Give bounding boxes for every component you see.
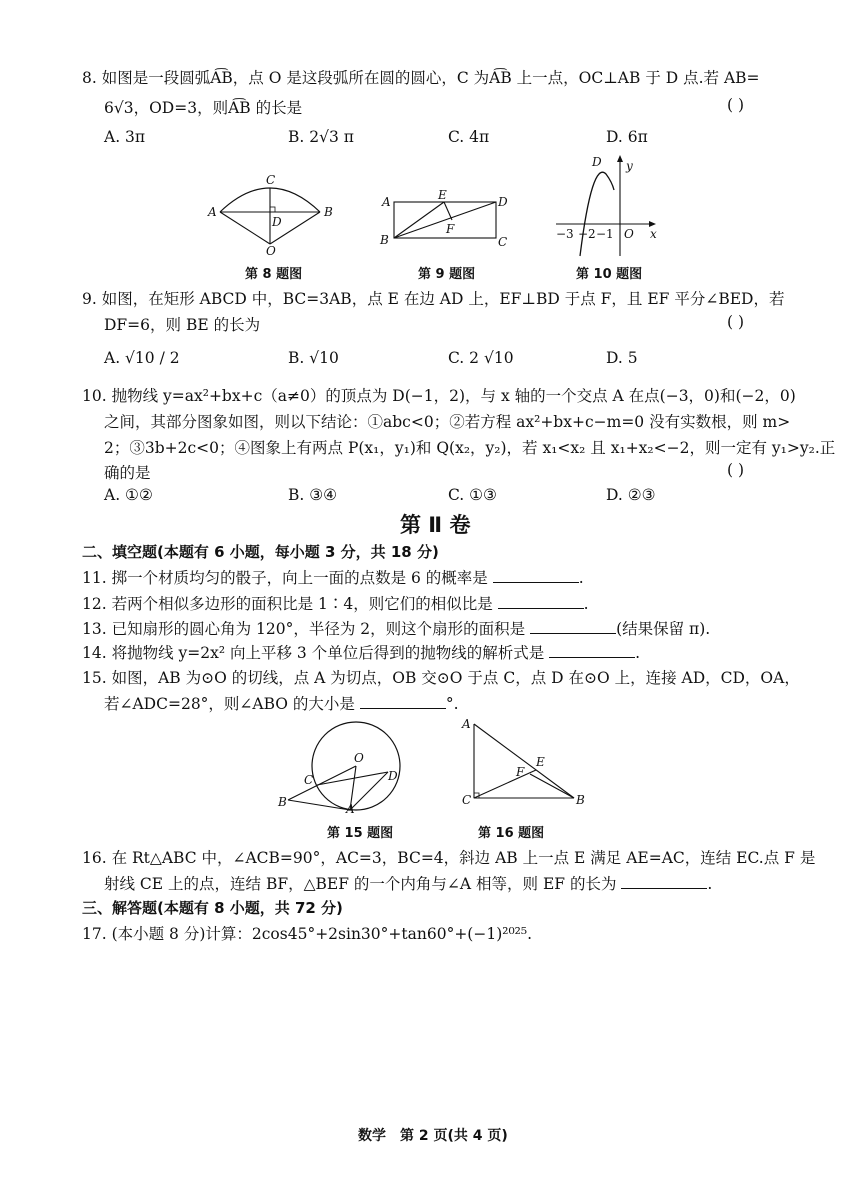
- fig16-caption: 第 16 题图: [478, 826, 545, 841]
- section-2-heading: 二、填空题(本题有 6 小题，每小题 3 分，共 18 分): [82, 543, 439, 561]
- fig8-label-a: A: [208, 205, 217, 219]
- figure-10: [548, 152, 668, 260]
- q11-text-end: .: [578, 569, 584, 587]
- q8-option-c: C. 4π: [448, 128, 490, 146]
- fig16-label-b: B: [576, 793, 585, 807]
- q12-text: 12. 若两个相似多边形的面积比是 1∶4，则它们的相似比是: [82, 595, 493, 613]
- q11-answer-blank[interactable]: [493, 568, 579, 583]
- fig10-label-d: D: [592, 155, 602, 169]
- fig10-label-neg3: −3: [556, 227, 574, 241]
- q16-answer-blank[interactable]: [621, 874, 707, 889]
- fig9-label-c: C: [498, 235, 508, 249]
- figure-15: [276, 714, 416, 818]
- q9-line1: 9. 如图，在矩形 ABCD 中，BC=3AB，点 E 在边 AD 上，EF⊥BD 于点 F，且 EF 平分∠BED，若: [82, 290, 785, 308]
- q9-option-c: C. 2 √10: [448, 349, 514, 367]
- figure-16: [458, 714, 598, 818]
- fig15-label-b: B: [278, 795, 287, 809]
- q12-text-end: .: [583, 595, 589, 613]
- q8-line1: 8. 如图是一段圆弧A͡B，点 O 是这段弧所在圆的圆心，C 为A͡B 上一点，OC⊥AB 于 D 点.若 AB=: [82, 69, 760, 87]
- q14-text: 14. 将抛物线 y=2x² 向上平移 3 个单位后得到的抛物线的解析式是: [82, 644, 545, 662]
- fig8-label-c: C: [266, 173, 276, 187]
- section-3-heading: 三、解答题(本题有 8 小题，共 72 分): [82, 899, 343, 917]
- q9-option-d: D. 5: [606, 349, 638, 367]
- q11: [82, 566, 584, 588]
- q12: [82, 592, 589, 614]
- fig10-label-y: y: [626, 159, 633, 173]
- q11-text: 11. 掷一个材质均匀的骰子，向上一面的点数是 6 的概率是: [82, 569, 488, 587]
- fig8-label-d: D: [272, 215, 282, 229]
- fig15-caption: 第 15 题图: [327, 826, 394, 841]
- q9-option-a: A. √10 / 2: [104, 349, 180, 367]
- q12-answer-blank[interactable]: [498, 594, 584, 609]
- q17: 17. (本小题 8 分)计算：2cos45°+2sin30°+tan60°+(−1)²⁰²⁵.: [82, 925, 533, 943]
- q15-line1: 15. 如图，AB 为⊙O 的切线，点 A 为切点，OB 交⊙O 于点 C，点 D 在⊙O 上，连接 AD，CD，OA，: [82, 669, 800, 687]
- q9-line2: DF=6，则 BE 的长为: [104, 316, 261, 334]
- fig16-label-a: A: [462, 717, 471, 731]
- fig15-label-c: C: [304, 773, 314, 787]
- part2-title: 第 Ⅱ 卷: [400, 513, 471, 537]
- fig16-label-f: F: [516, 765, 525, 779]
- q10-line4: 确的是: [104, 464, 151, 482]
- q8-option-a: A. 3π: [104, 128, 146, 146]
- q8-option-d: D. 6π: [606, 128, 648, 146]
- q10-option-b: B. ③④: [288, 486, 338, 504]
- fig9-caption: 第 9 题图: [418, 267, 476, 282]
- q13-text-end: (结果保留 π).: [616, 620, 711, 638]
- q9-answer-paren: ( ): [727, 313, 745, 331]
- fig9-label-d: D: [498, 195, 508, 209]
- q8-option-b: B. 2√3 π: [288, 128, 354, 146]
- fig8-caption: 第 8 题图: [245, 267, 303, 282]
- fig10-label-o: O: [624, 227, 634, 241]
- q13-text: 13. 已知扇形的圆心角为 120°，半径为 2，则这个扇形的面积是: [82, 620, 526, 638]
- q10-line1: 10. 抛物线 y=ax²+bx+c（a≠0）的顶点为 D(−1，2)，与 x 轴的一个交点 A 在点(−3，0)和(−2，0): [82, 387, 796, 405]
- fig9-label-e: E: [438, 188, 447, 202]
- q10-line2: 之间，其部分图象如图，则以下结论：①abc<0；②若方程 ax²+bx+c−m=0 没有实数根，则 m>: [104, 413, 791, 431]
- q13: [82, 617, 710, 639]
- q16-line1: 16. 在 Rt△ABC 中，∠ACB=90°，AC=3，BC=4，斜边 AB 上一点 E 满足 AE=AC，连结 EC.点 F 是: [82, 849, 816, 867]
- fig10-label-x: x: [650, 227, 657, 241]
- fig8-label-b: B: [324, 205, 333, 219]
- fig8-label-o: O: [266, 244, 276, 258]
- fig16-label-c: C: [462, 793, 472, 807]
- q10-line3: 2；③3b+2c<0；④图象上有两点 P(x₁，y₁)和 Q(x₂，y₂)，若 x₁<x₂ 且 x₁+x₂<−2，则一定有 y₁>y₂.正: [104, 439, 836, 457]
- figure-9: [372, 186, 517, 254]
- q10-answer-paren: ( ): [727, 461, 745, 479]
- fig10-caption: 第 10 题图: [576, 267, 643, 282]
- q14-text-end: .: [635, 644, 641, 662]
- q13-answer-blank[interactable]: [530, 619, 616, 634]
- fig9-label-a: A: [382, 195, 391, 209]
- q16-text: 射线 CE 上的点，连结 BF，△BEF 的一个内角与∠A 相等，则 EF 的长为: [104, 875, 617, 893]
- fig15-label-o: O: [354, 751, 364, 765]
- q14-answer-blank[interactable]: [549, 643, 635, 658]
- q8-answer-paren: ( ): [727, 96, 745, 114]
- q15-line2: [104, 692, 459, 714]
- q15-text-end: °.: [445, 695, 459, 713]
- fig15-label-a: A: [346, 802, 355, 816]
- q8-line2: 6√3，OD=3，则A͡B 的长是: [104, 99, 303, 117]
- fig15-label-d: D: [388, 769, 398, 783]
- fig10-label-neg1: −1: [596, 227, 614, 241]
- q15-answer-blank[interactable]: [360, 694, 446, 709]
- q10-option-a: A. ①②: [104, 486, 153, 504]
- q10-option-c: C. ①③: [448, 486, 497, 504]
- figure-8: [200, 168, 340, 258]
- fig9-label-f: F: [446, 222, 455, 236]
- q10-option-d: D. ②③: [606, 486, 656, 504]
- q16-line2: [104, 872, 712, 894]
- fig16-label-e: E: [536, 755, 545, 769]
- page-footer: 数学 第 2 页(共 4 页): [358, 1128, 508, 1144]
- q9-option-b: B. √10: [288, 349, 339, 367]
- q16-text-end: .: [707, 875, 713, 893]
- q14: [82, 641, 640, 663]
- fig9-label-b: B: [380, 233, 389, 247]
- q15-text: 若∠ADC=28°，则∠ABO 的大小是: [104, 695, 355, 713]
- fig10-label-neg2: −2: [578, 227, 596, 241]
